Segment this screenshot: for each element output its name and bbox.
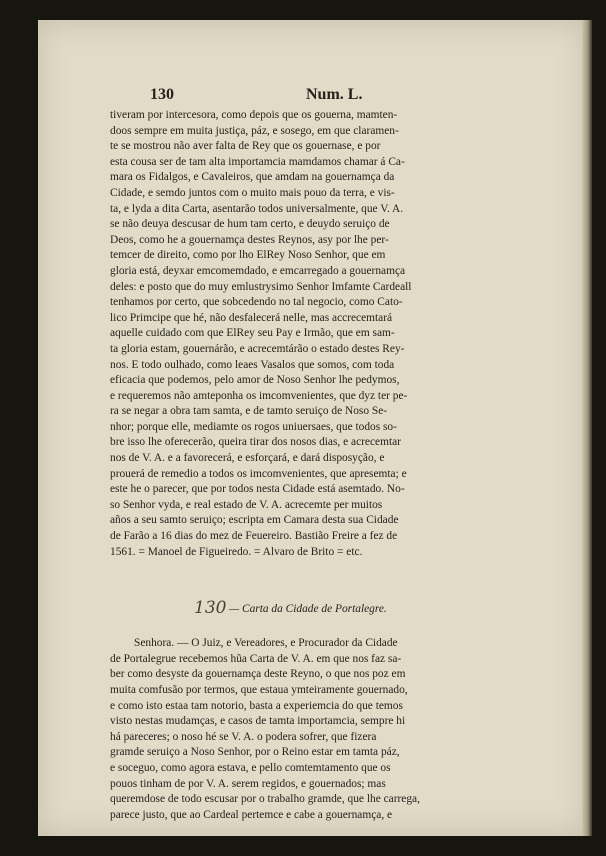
text-line: prouerá de remedio a todos os imcomvenientes, que apresemta; e (110, 467, 407, 480)
text-line: aquelle cuidado com que ElRey seu Pay e Irmão, que em sam- (110, 327, 395, 340)
text-line: parece justo, que ao Cardeal pertemce e cabe a gouernamça, e (110, 808, 393, 821)
text-line: de Portalegrue recebemos hũa Carta de V. A. em que nos faz sa- (110, 652, 402, 665)
text-line: 1561. = Manoel de Figueiredo. = Alvaro de Brito = etc. (110, 545, 363, 558)
text-line: deles: e posto que do muy emlustrysimo Senhor Imfamte Cardeall (110, 280, 412, 293)
text-line: años a seu samto seruiço; escripta em Camara desta sua Cidade (110, 514, 399, 527)
text-line: lico Primcipe que hé, não desfalecerá nelle, mas accrecemtará (110, 311, 393, 324)
text-line: nos. E todo oulhado, como leaes Vasalos que somos, com toda (110, 358, 395, 371)
text-line: nhor; porque elle, mediamte os rogos uniuersaes, que todos so- (110, 420, 397, 433)
text-line: esta cousa ser de tam alta importamcia mamdamos chamar á Ca- (110, 155, 405, 168)
text-line: e soceguo, como agora estava, e pello comtemtamento que os (110, 761, 391, 774)
text-line: tiveram por intercesora, como depois que os gouerna, mamten- (110, 109, 398, 121)
text-line: nos de V. A. e a favorecerá, e esforçará, e dará disposyção, e (110, 452, 385, 465)
text-line: mara os Fidalgos, e Cavaleiros, que amdam na gouernamça da (110, 171, 395, 184)
page-header-title: Num. L. (306, 86, 363, 103)
text-line: eficacia que podemos, pelo amor de Noso Senhor lhe pedymos, (110, 374, 400, 387)
text-line: te se mostrou não aver falta de Rey que os gouernase, e por (110, 140, 381, 153)
text-line: Deos, como he a gouernamça destes Reynos, asy por lhe per- (110, 233, 389, 246)
text-line: tenhamos por certo, que sobcedendo no tal negocio, como Cato- (110, 296, 403, 309)
text-line: temcer de direito, como por lho ElRey Noso Senhor, que em (110, 249, 386, 262)
section-title: — Carta da Cidade de Portalegre. (229, 603, 387, 616)
text-line: bre isso lhe oferecerão, queira tirar dos nosos dias, e acrecemtar (110, 436, 401, 449)
text-line: ra se negar a obra tam samta, e de tamto seruiço de Noso Se- (110, 405, 388, 418)
letter-body-1 (110, 108, 530, 560)
text-line: so Senhor vyda, e real estado de V. A. acrecemte per muitos (110, 498, 383, 511)
text-line: Senhora. — O Juiz, e Vereadores, e Procurador da Cidade (134, 637, 398, 650)
text-line: se não deuya descusar de hum tam certo, e deuydo seruiço de (110, 218, 390, 231)
text-line: ta, e lyda a dita Carta, asentarão todos universalmente, que V. A. (110, 202, 404, 215)
text-line: visto nestas mudamças, e casos de tamta importamcia, sempre hi (110, 715, 406, 728)
text-line: doos sempre em muita justiça, páz, e sosego, em que claramen- (110, 124, 399, 137)
letter-body-2 (110, 636, 530, 823)
text-line: ber como desyste da gouernamça deste Reyno, o que nos poz em (110, 668, 406, 681)
text-line: de Farão a 16 dias do mez de Feuereiro. Bastião Freire a fez de (110, 530, 398, 543)
page-content (110, 86, 530, 823)
text-line: e requeremos não amteponha os imcomvenientes, que dyz ter pe- (110, 389, 408, 402)
page-edge (582, 20, 592, 836)
text-line: muita comfusão por termos, que estaua ymteiramente gouernado, (110, 684, 408, 696)
section-number: 130 (194, 598, 227, 619)
text-line: e como isto estaa tam notorio, basta a experiemcia do que temos (110, 699, 403, 712)
text-line: este he o parecer, que por todos nesta Cidade está asemtado. No- (110, 483, 405, 496)
page-number: 130 (150, 86, 174, 103)
text-line: Cidade, e semdo juntos com o muito mais pouo da terra, e vis- (110, 186, 395, 199)
running-head (110, 86, 530, 108)
text-line: gramde seruiço a Noso Senhor, por o Reino estar em tamta páz, (110, 746, 400, 759)
text-line: há pareceres; o noso hé se V. A. o podera sofrer, que fizera (110, 730, 377, 743)
section-heading (110, 598, 530, 628)
text-line: pouos tinham de por V. A. serem regidos, e gouernados; mas (110, 777, 386, 790)
text-line: ta gloria estam, gouernárão, e acrecemtárão o estado destes Rey- (110, 342, 405, 355)
text-line: queremdose de todo escusar por o trabalho gramde, que lhe carrega, (110, 793, 420, 806)
text-line: gloria está, deyxar emcomemdado, e emcarregado a gouernamça (110, 264, 406, 277)
